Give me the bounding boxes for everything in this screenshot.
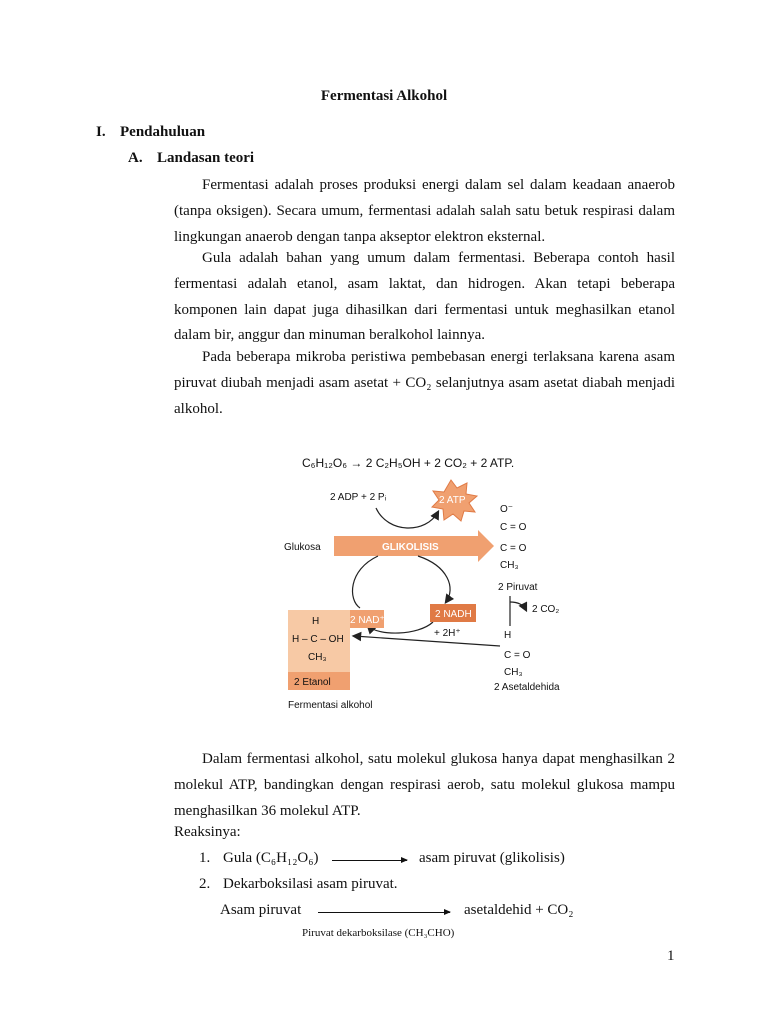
page-number: 1 (667, 948, 675, 964)
step-2-number: 2. (199, 876, 211, 892)
reaction-step-1 (199, 850, 619, 867)
section-heading (96, 124, 205, 141)
step-1-right: asam piruvat (glikolisis) (419, 850, 565, 866)
acetaldehyde-h: H (504, 630, 512, 641)
glukosa-label: Glukosa (284, 542, 321, 553)
document-title: Fermentasi Alkohol (320, 88, 448, 104)
pyruvate-carboxyl: C = O (500, 522, 527, 533)
step-2-text: Dekarboksilasi asam piruvat. (223, 876, 398, 892)
step-1-arrow (332, 860, 407, 861)
pyruvate-ch3: CH₃ (500, 560, 519, 571)
section-number: I. (96, 124, 106, 140)
piruvat-label: 2 Piruvat (498, 582, 538, 593)
section-label: Pendahuluan (120, 124, 206, 140)
subsection-label: Landasan teori (157, 150, 255, 166)
co2-release-arrow (510, 602, 526, 610)
acetaldehyde-ch3: CH₃ (504, 667, 523, 678)
step-2-products: asetaldehid + CO₂ (464, 902, 574, 918)
paragraph-fermentasi-definition: Fermentasi adalah proses produksi energi dalam sel dalam keadaan anaerob (tanpa oksigen). Secara umum, fermentasi adalah salah satu betuk respirasi dalam lingkungan anaerob dengan tanpa akseptor elektron eksternal. (174, 177, 675, 245)
pyruvate-carbonyl: C = O (500, 543, 527, 554)
adp-label: 2 ADP + 2 Pᵢ (330, 492, 387, 503)
nadh-cycle-loop (418, 556, 450, 602)
acetaldehyde-to-ethanol-arrow (354, 636, 500, 646)
step-2-arrow (318, 912, 450, 913)
paragraph-gula: Gula adalah bahan yang umum dalam fermentasi. Beberapa contoh hasil fermentasi adalah etanol, asam laktat, dan hidrogen. Akan tetapi beberapa komponen lain dapat juga dihasilkan dari fermentasi untuk meghasilkan etanol dalam bir, anggur dan minuman beralkohol lainnya. (174, 250, 675, 344)
step-1-left: Gula (C₆H₁₂O₆) (223, 850, 319, 866)
paragraph-atp-comparison: Dalam fermentasi alkohol, satu molekul glukosa hanya dapat menghasilkan 2 molekul ATP, bandingkan dengan respirasi aerob, satu molekul glukosa mampu menghasilkan 36 molekul ATP. (174, 751, 675, 819)
fermentation-diagram (268, 450, 598, 720)
nad-cycle-loop (353, 556, 378, 608)
step-1-number: 1. (199, 850, 211, 866)
step-2-reactant: Asam piruvat (220, 902, 302, 918)
subsection-heading (128, 150, 254, 167)
reaction-step-2 (199, 876, 398, 893)
acetaldehyde-carbonyl: C = O (504, 650, 531, 661)
h-plus-label: + 2H⁺ (434, 628, 461, 639)
co2-label: 2 CO₂ (532, 604, 560, 615)
figure-caption: Fermentasi alkohol (288, 700, 373, 711)
nad-label: 2 NAD⁺ (350, 615, 385, 626)
asetaldehida-label: 2 Asetaldehida (494, 682, 560, 693)
subsection-number: A. (128, 150, 143, 166)
etanol-ch3: CH₃ (308, 652, 327, 663)
pyruvate-o-minus: O⁻ (500, 504, 514, 515)
paragraph-mikroba: Pada beberapa mikroba peristiwa pembebasan energi terlaksana karena asam piruvat diubah menjadi asam asetat + CO₂ selanjutnya asam asetat diabah menjadi alkohol. (174, 349, 675, 417)
etanol-hcoh: H – C – OH (292, 634, 344, 645)
reaction-step-2-equation (220, 902, 600, 919)
etanol-label: 2 Etanol (294, 677, 331, 688)
adp-atp-arrow (376, 508, 438, 528)
atp-label: 2 ATP (439, 495, 466, 506)
enzyme-caption: Piruvat dekarboksilase (CH₃CHO) (302, 927, 455, 939)
nadh-label: 2 NADH (435, 609, 472, 620)
glikolisis-label: GLIKOLISIS (382, 542, 439, 553)
equation-text: C₆H₁₂O₆ → 2 C₂H₅OH + 2 CO₂ + 2 ATP. (302, 456, 515, 470)
etanol-h: H (312, 616, 320, 627)
reactions-label: Reaksinya: (174, 824, 241, 840)
